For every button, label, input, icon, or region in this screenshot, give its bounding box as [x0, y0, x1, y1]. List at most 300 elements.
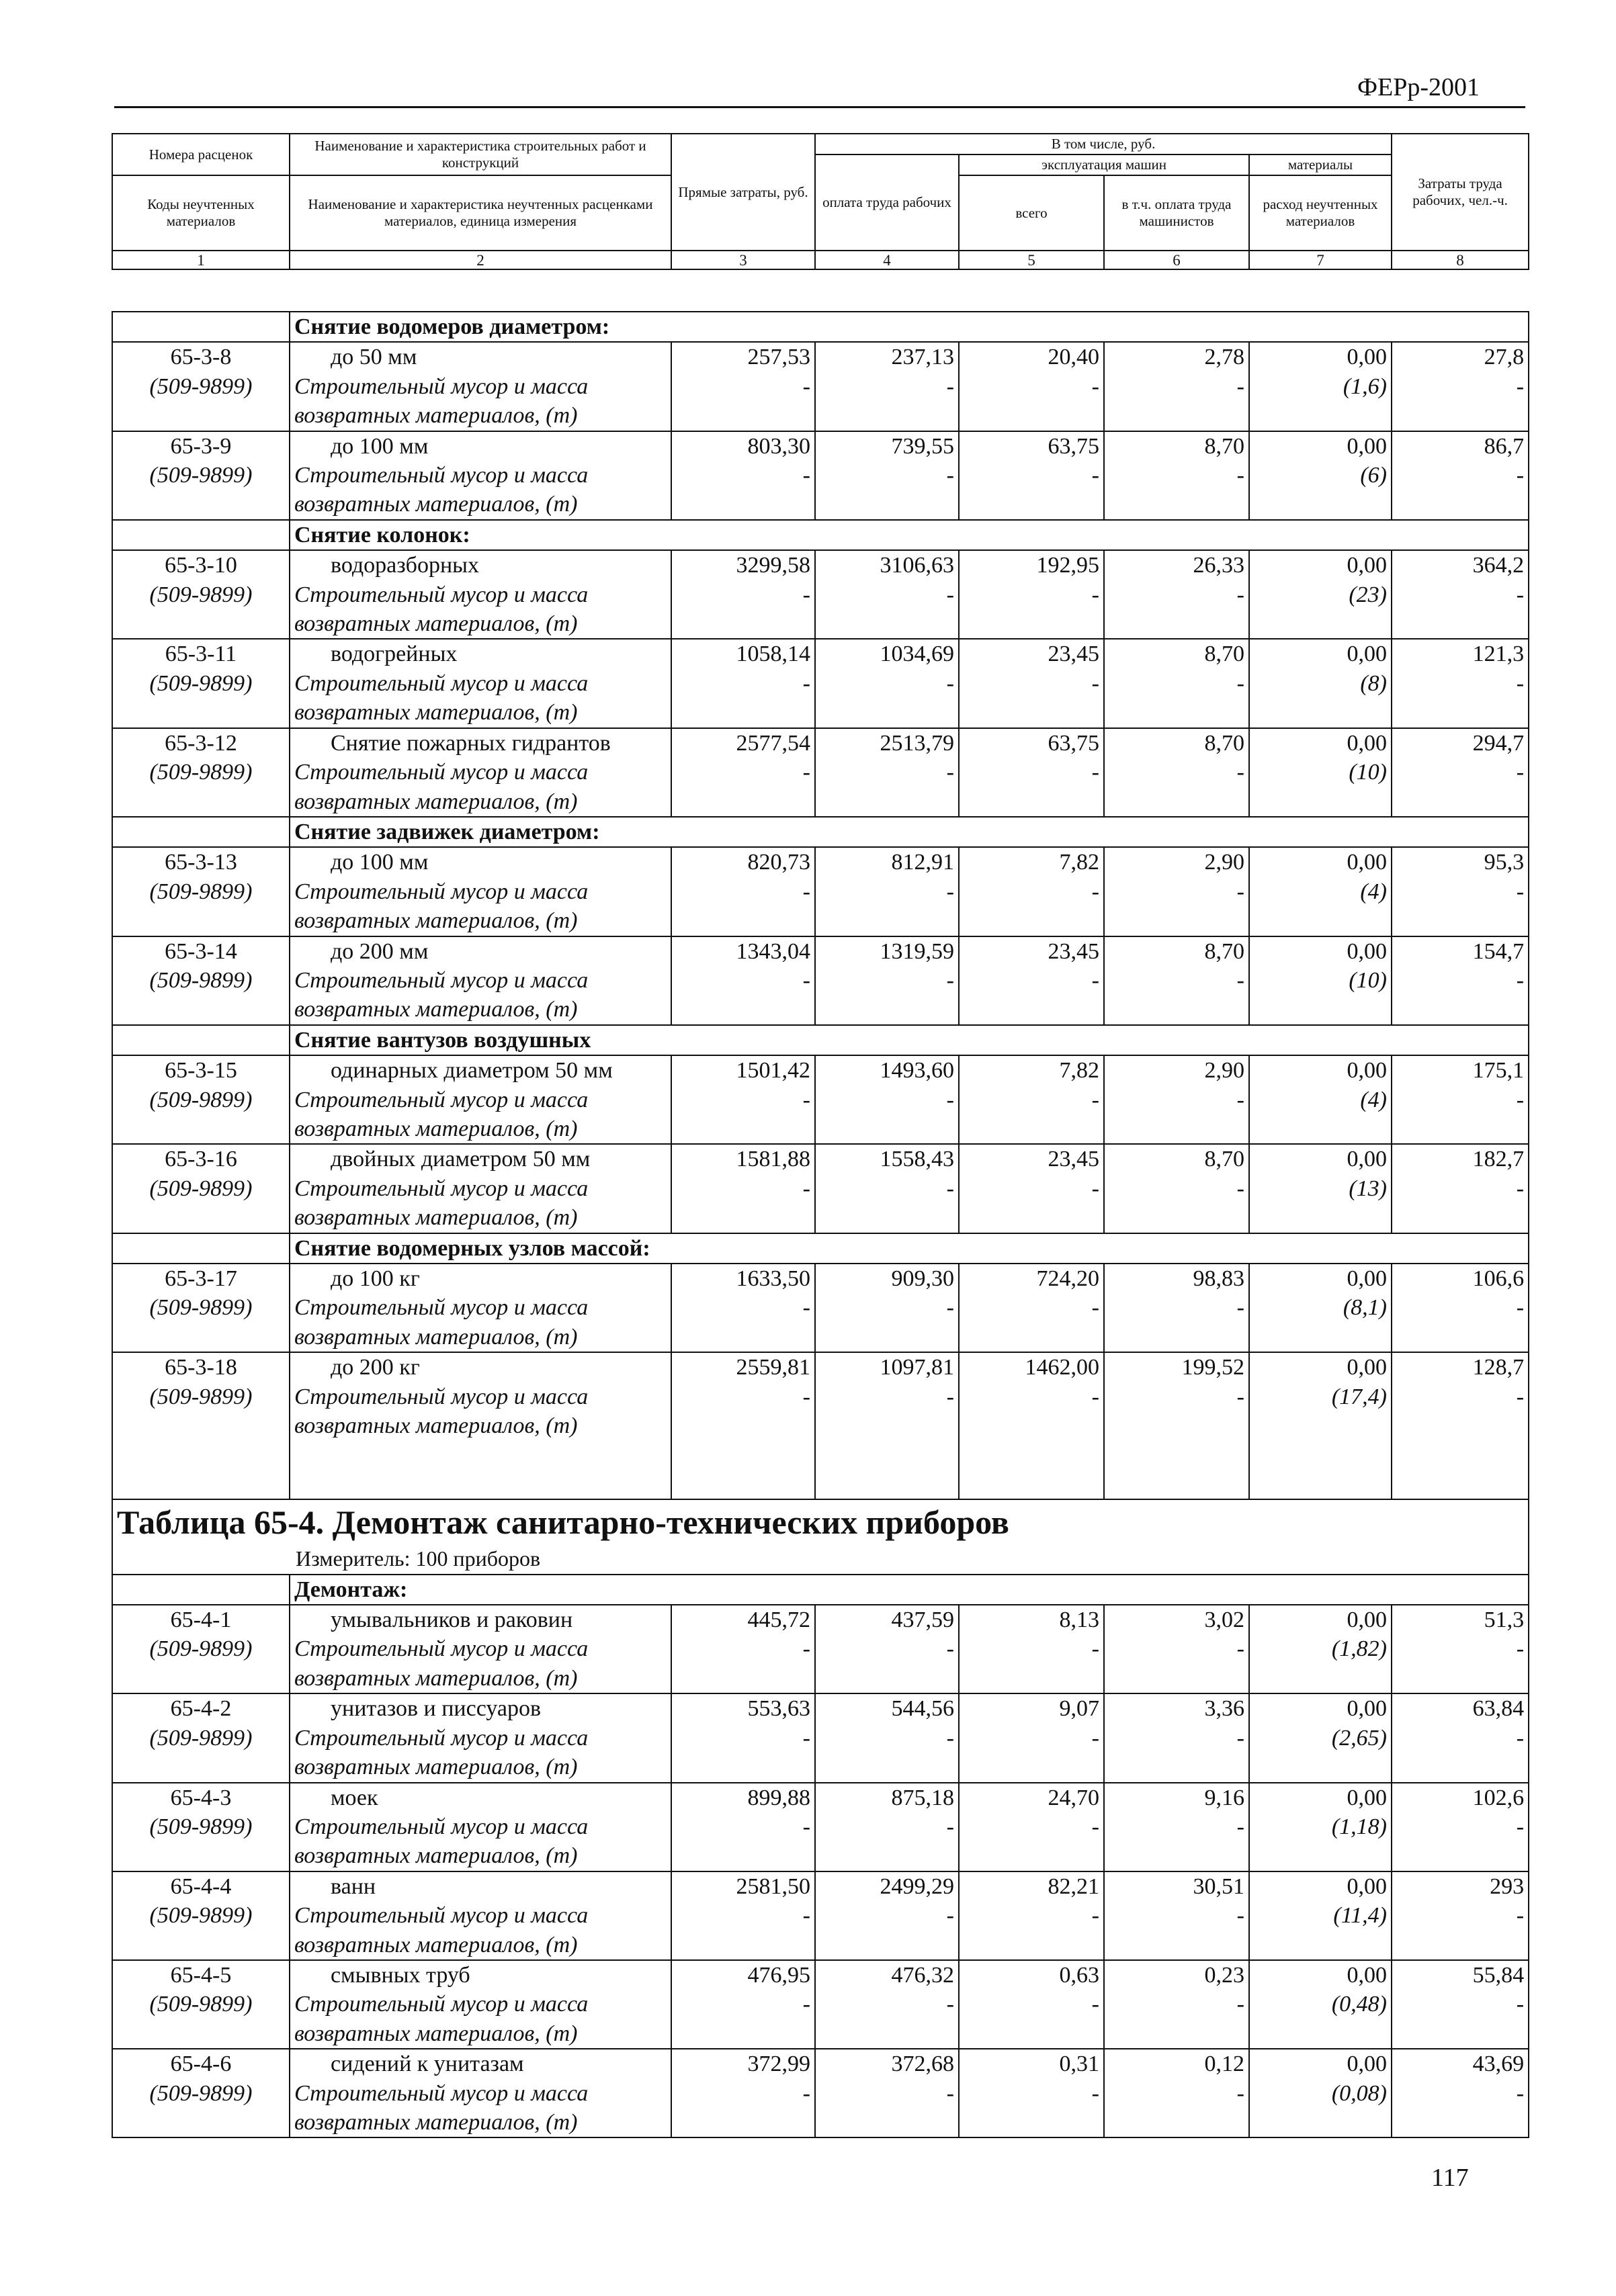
empty-cell — [1104, 2019, 1249, 2049]
dash: - — [959, 877, 1104, 906]
empty-cell — [112, 1664, 290, 1693]
dash: - — [1392, 1086, 1529, 1114]
rate-code: 65-3-8 — [112, 342, 290, 371]
labor-hours: 95,3 — [1392, 847, 1529, 877]
direct-costs: 3299,58 — [671, 550, 815, 580]
table-row — [112, 847, 1529, 877]
empty-cell — [671, 1753, 815, 1782]
work-name: до 200 мм — [290, 936, 671, 966]
section-heading: Снятие задвижек диаметром: — [290, 817, 1529, 847]
material-name-cont: возвратных материалов, (т) — [290, 2108, 671, 2137]
empty-cell — [959, 490, 1104, 519]
materials-cost: 0,00 — [1249, 847, 1392, 877]
machines-total: 192,95 — [959, 550, 1104, 580]
material-name-cont: возвратных материалов, (т) — [290, 698, 671, 727]
material-name-cont: возвратных материалов, (т) — [290, 1753, 671, 1782]
direct-costs: 476,95 — [671, 1960, 815, 1990]
empty-cell — [112, 906, 290, 936]
empty-cell — [1392, 401, 1529, 431]
material-quantity: (10) — [1249, 966, 1392, 995]
direct-costs: 820,73 — [671, 847, 815, 877]
work-name: водогрейных — [290, 639, 671, 668]
empty-cell — [1392, 2108, 1529, 2137]
empty-cell — [959, 2108, 1104, 2137]
table-gap — [112, 1440, 1529, 1469]
dash: - — [959, 372, 1104, 401]
direct-costs: 1058,14 — [671, 639, 815, 668]
empty-cell — [959, 2019, 1104, 2049]
dash: - — [959, 1293, 1104, 1322]
empty-cell — [1249, 1114, 1392, 1144]
materials-cost: 0,00 — [1249, 728, 1392, 758]
empty-cell — [1392, 1323, 1529, 1352]
dash: - — [815, 877, 959, 906]
dash: - — [959, 1382, 1104, 1411]
measure-unit: Измеритель: 100 приборов — [112, 1544, 1529, 1574]
machines-total: 7,82 — [959, 1055, 1104, 1085]
rate-code: 65-3-13 — [112, 847, 290, 877]
price-table-body — [112, 311, 1529, 2138]
empty-cell — [815, 401, 959, 431]
direct-costs: 445,72 — [671, 1605, 815, 1634]
dash: - — [1104, 1724, 1249, 1753]
empty-cell — [815, 995, 959, 1024]
material-name: Строительный мусор и масса — [290, 1901, 671, 1930]
material-name-cont: возвратных материалов, (т) — [290, 1841, 671, 1871]
dash: - — [1392, 372, 1529, 401]
empty-cell — [1249, 1931, 1392, 1960]
machines-total: 7,82 — [959, 847, 1104, 877]
empty-cell — [815, 698, 959, 727]
table-row — [112, 1871, 1529, 1901]
machinists-pay: 8,70 — [1104, 639, 1249, 668]
table-row — [112, 1841, 1529, 1871]
empty-cell — [671, 490, 815, 519]
empty-cell — [112, 490, 290, 519]
materials-cost: 0,00 — [1249, 1352, 1392, 1382]
empty-cell — [959, 1323, 1104, 1352]
material-name: Строительный мусор и масса — [290, 1812, 671, 1841]
table-row — [112, 995, 1529, 1024]
empty-cell — [815, 490, 959, 519]
material-name-cont: возвратных материалов, (т) — [290, 1323, 671, 1352]
machinists-pay: 2,78 — [1104, 342, 1249, 371]
gap-cell — [112, 1440, 290, 1469]
table-row — [112, 580, 1529, 609]
empty-cell — [1392, 995, 1529, 1024]
hdr-direct-costs: Прямые затраты, руб. — [671, 134, 815, 251]
material-code: (509-9899) — [112, 1812, 290, 1841]
materials-cost: 0,00 — [1249, 1055, 1392, 1085]
dash: - — [1392, 877, 1529, 906]
empty-cell — [1392, 1114, 1529, 1144]
labor-pay: 372,68 — [815, 2049, 959, 2078]
table-row — [112, 1411, 1529, 1440]
column-number: 4 — [815, 251, 959, 269]
labor-hours: 106,6 — [1392, 1264, 1529, 1293]
empty-cell — [112, 1575, 290, 1605]
machinists-pay: 98,83 — [1104, 1264, 1249, 1293]
direct-costs: 257,53 — [671, 342, 815, 371]
machines-total: 9,07 — [959, 1693, 1104, 1723]
labor-hours: 86,7 — [1392, 431, 1529, 461]
gap-cell — [1249, 1470, 1392, 1499]
dash: - — [1392, 669, 1529, 698]
material-quantity: (2,65) — [1249, 1724, 1392, 1753]
dash: - — [671, 580, 815, 609]
material-name: Строительный мусор и масса — [290, 1382, 671, 1411]
dash: - — [815, 461, 959, 490]
material-code: (509-9899) — [112, 1086, 290, 1114]
dash: - — [1104, 2079, 1249, 2108]
material-quantity: (6) — [1249, 461, 1392, 490]
dash: - — [959, 1901, 1104, 1930]
direct-costs: 899,88 — [671, 1783, 815, 1812]
gap-cell — [290, 1440, 671, 1469]
materials-cost: 0,00 — [1249, 2049, 1392, 2078]
table-title: Таблица 65-4. Демонтаж санитарно-технических приборов — [112, 1499, 1529, 1544]
table-row — [112, 1634, 1529, 1663]
empty-cell — [1104, 1323, 1249, 1352]
column-number: 1 — [112, 251, 290, 269]
table-row — [112, 2019, 1529, 2049]
dash: - — [671, 1086, 815, 1114]
labor-pay: 237,13 — [815, 342, 959, 371]
empty-cell — [112, 1114, 290, 1144]
empty-cell — [112, 1233, 290, 1264]
dash: - — [671, 1634, 815, 1663]
material-name-cont: возвратных материалов, (т) — [290, 787, 671, 817]
empty-cell — [959, 698, 1104, 727]
dash: - — [815, 1293, 959, 1322]
dash: - — [1104, 372, 1249, 401]
empty-cell — [815, 906, 959, 936]
material-code: (509-9899) — [112, 1901, 290, 1930]
materials-cost: 0,00 — [1249, 1693, 1392, 1723]
dash: - — [1104, 877, 1249, 906]
material-name-cont: возвратных материалов, (т) — [290, 2019, 671, 2049]
dash: - — [959, 1812, 1104, 1841]
work-name: Снятие пожарных гидрантов — [290, 728, 671, 758]
empty-cell — [671, 1931, 815, 1960]
table-row — [112, 1382, 1529, 1411]
table-row — [112, 1960, 1529, 1990]
labor-hours: 27,8 — [1392, 342, 1529, 371]
material-quantity: (4) — [1249, 1086, 1392, 1114]
machinists-pay: 30,51 — [1104, 1871, 1249, 1901]
dash: - — [815, 1086, 959, 1114]
empty-cell — [112, 2019, 290, 2049]
labor-pay: 1493,60 — [815, 1055, 959, 1085]
empty-cell — [1392, 1664, 1529, 1693]
material-quantity: (4) — [1249, 877, 1392, 906]
empty-cell — [959, 401, 1104, 431]
empty-cell — [959, 1753, 1104, 1782]
empty-cell — [112, 1841, 290, 1871]
material-quantity: (11,4) — [1249, 1901, 1392, 1930]
table-row — [112, 2049, 1529, 2078]
dash: - — [671, 1174, 815, 1203]
dash: - — [1392, 1724, 1529, 1753]
gap-cell — [815, 1440, 959, 1469]
table-row — [112, 1114, 1529, 1144]
dash: - — [815, 1901, 959, 1930]
material-code: (509-9899) — [112, 966, 290, 995]
section-heading-row — [112, 312, 1529, 342]
dash: - — [1104, 1812, 1249, 1841]
work-name: до 100 мм — [290, 431, 671, 461]
table-row — [112, 431, 1529, 461]
material-name: Строительный мусор и масса — [290, 580, 671, 609]
direct-costs: 2581,50 — [671, 1871, 815, 1901]
empty-cell — [112, 1411, 290, 1440]
dash: - — [959, 966, 1104, 995]
table-row — [112, 1323, 1529, 1352]
gap-cell — [112, 1470, 290, 1499]
machines-total: 0,31 — [959, 2049, 1104, 2078]
material-name: Строительный мусор и масса — [290, 966, 671, 995]
empty-cell — [1104, 1411, 1249, 1440]
direct-costs: 1501,42 — [671, 1055, 815, 1085]
empty-cell — [815, 1664, 959, 1693]
column-number: 2 — [290, 251, 671, 269]
gap-cell — [1104, 1440, 1249, 1469]
dash: - — [959, 1086, 1104, 1114]
table-row — [112, 1203, 1529, 1233]
material-name: Строительный мусор и масса — [290, 1634, 671, 1663]
empty-cell — [1392, 1411, 1529, 1440]
materials-cost: 0,00 — [1249, 1144, 1392, 1174]
table-row — [112, 1605, 1529, 1634]
empty-cell — [1249, 1203, 1392, 1233]
empty-cell — [959, 1664, 1104, 1693]
dash: - — [1392, 758, 1529, 787]
work-name: сидений к унитазам — [290, 2049, 671, 2078]
table-row — [112, 1664, 1529, 1693]
labor-hours: 55,84 — [1392, 1960, 1529, 1990]
empty-cell — [1104, 1664, 1249, 1693]
labor-pay: 1319,59 — [815, 936, 959, 966]
materials-cost: 0,00 — [1249, 1871, 1392, 1901]
table-row — [112, 401, 1529, 431]
gap-cell — [1249, 1440, 1392, 1469]
empty-cell — [671, 401, 815, 431]
material-quantity: (1,6) — [1249, 372, 1392, 401]
dash: - — [959, 461, 1104, 490]
empty-cell — [815, 1114, 959, 1144]
section-heading: Снятие вантузов воздушных — [290, 1025, 1529, 1055]
material-code: (509-9899) — [112, 1724, 290, 1753]
machinists-pay: 3,36 — [1104, 1693, 1249, 1723]
empty-cell — [1104, 1753, 1249, 1782]
gap-cell — [959, 1440, 1104, 1469]
empty-cell — [112, 1323, 290, 1352]
column-number: 5 — [959, 251, 1104, 269]
empty-cell — [1249, 1664, 1392, 1693]
material-name-cont: возвратных материалов, (т) — [290, 1931, 671, 1960]
labor-hours: 175,1 — [1392, 1055, 1529, 1085]
dash: - — [959, 1634, 1104, 1663]
empty-cell — [1104, 906, 1249, 936]
hdr-material-usage: расход неучтенных материалов — [1249, 175, 1392, 251]
machinists-pay: 8,70 — [1104, 728, 1249, 758]
hdr-machines: эксплуатация машин — [959, 154, 1249, 175]
labor-pay: 1097,81 — [815, 1352, 959, 1382]
dash: - — [1392, 461, 1529, 490]
table-row — [112, 2079, 1529, 2108]
labor-hours: 154,7 — [1392, 936, 1529, 966]
table-row — [112, 1352, 1529, 1382]
empty-cell — [1249, 401, 1392, 431]
labor-pay: 476,32 — [815, 1960, 959, 1990]
rate-code: 65-4-3 — [112, 1783, 290, 1812]
empty-cell — [671, 1203, 815, 1233]
material-name: Строительный мусор и масса — [290, 1724, 671, 1753]
column-number: 6 — [1104, 251, 1249, 269]
dash: - — [1392, 2079, 1529, 2108]
labor-pay: 812,91 — [815, 847, 959, 877]
material-code: (509-9899) — [112, 580, 290, 609]
labor-hours: 102,6 — [1392, 1783, 1529, 1812]
dash: - — [671, 1990, 815, 2019]
rate-code: 65-3-9 — [112, 431, 290, 461]
dash: - — [1104, 1634, 1249, 1663]
table-row — [112, 2108, 1529, 2137]
machinists-pay: 2,90 — [1104, 1055, 1249, 1085]
labor-hours: 63,84 — [1392, 1693, 1529, 1723]
empty-cell — [1104, 2108, 1249, 2137]
machines-total: 0,63 — [959, 1960, 1104, 1990]
direct-costs: 1633,50 — [671, 1264, 815, 1293]
dash: - — [1104, 1174, 1249, 1203]
dash: - — [1392, 966, 1529, 995]
rate-code: 65-3-17 — [112, 1264, 290, 1293]
machines-total: 23,45 — [959, 936, 1104, 966]
measure-row — [112, 1544, 1529, 1574]
table-row — [112, 1144, 1529, 1174]
material-name: Строительный мусор и масса — [290, 372, 671, 401]
work-name: ванн — [290, 1871, 671, 1901]
page-number: 117 — [1431, 2164, 1469, 2192]
dash: - — [1104, 758, 1249, 787]
dash: - — [959, 2079, 1104, 2108]
empty-cell — [112, 312, 290, 342]
empty-cell — [815, 787, 959, 817]
hdr-materials: материалы — [1249, 154, 1392, 175]
gap-cell — [1392, 1470, 1529, 1499]
material-code: (509-9899) — [112, 1990, 290, 2019]
dash: - — [815, 580, 959, 609]
dash: - — [815, 1382, 959, 1411]
machinists-pay: 8,70 — [1104, 936, 1249, 966]
materials-cost: 0,00 — [1249, 1605, 1392, 1634]
labor-hours: 294,7 — [1392, 728, 1529, 758]
empty-cell — [112, 817, 290, 847]
column-number: 3 — [671, 251, 815, 269]
empty-cell — [1104, 1841, 1249, 1871]
material-quantity: (1,18) — [1249, 1812, 1392, 1841]
machinists-pay: 26,33 — [1104, 550, 1249, 580]
material-name-cont: возвратных материалов, (т) — [290, 609, 671, 639]
material-name: Строительный мусор и масса — [290, 758, 671, 787]
table-row — [112, 936, 1529, 966]
hdr-material-name: Наименование и характеристика неучтенных расценками материалов, единица измерения — [290, 175, 671, 251]
section-heading: Демонтаж: — [290, 1575, 1529, 1605]
dash: - — [1392, 1901, 1529, 1930]
dash: - — [671, 1382, 815, 1411]
empty-cell — [671, 2108, 815, 2137]
dash: - — [1392, 1174, 1529, 1203]
empty-cell — [1392, 1841, 1529, 1871]
table-row — [112, 1724, 1529, 1753]
empty-cell — [815, 1841, 959, 1871]
material-name: Строительный мусор и масса — [290, 1174, 671, 1203]
empty-cell — [959, 995, 1104, 1024]
material-name-cont: возвратных материалов, (т) — [290, 1203, 671, 1233]
labor-hours: 182,7 — [1392, 1144, 1529, 1174]
empty-cell — [1392, 1203, 1529, 1233]
materials-cost: 0,00 — [1249, 1783, 1392, 1812]
labor-hours: 293 — [1392, 1871, 1529, 1901]
material-quantity: (8) — [1249, 669, 1392, 698]
hdr-codes: Номера расценок — [112, 134, 290, 175]
empty-cell — [815, 1411, 959, 1440]
gap-cell — [959, 1470, 1104, 1499]
labor-hours: 121,3 — [1392, 639, 1529, 668]
empty-cell — [1104, 787, 1249, 817]
dash: - — [671, 461, 815, 490]
dash: - — [1392, 1293, 1529, 1322]
material-name-cont: возвратных материалов, (т) — [290, 401, 671, 431]
section-heading: Снятие водомеров диаметром: — [290, 312, 1529, 342]
material-name: Строительный мусор и масса — [290, 669, 671, 698]
table-row — [112, 758, 1529, 787]
hdr-material-codes: Коды неучтенных материалов — [112, 175, 290, 251]
machines-total: 23,45 — [959, 1144, 1104, 1174]
material-quantity: (8,1) — [1249, 1293, 1392, 1322]
empty-cell — [959, 609, 1104, 639]
materials-cost: 0,00 — [1249, 342, 1392, 371]
machines-total: 23,45 — [959, 639, 1104, 668]
empty-cell — [671, 906, 815, 936]
material-code: (509-9899) — [112, 669, 290, 698]
header-rule — [114, 106, 1525, 108]
rate-code: 65-4-4 — [112, 1871, 290, 1901]
empty-cell — [1249, 1841, 1392, 1871]
rate-code: 65-4-5 — [112, 1960, 290, 1990]
empty-cell — [112, 698, 290, 727]
empty-cell — [1249, 1323, 1392, 1352]
material-code: (509-9899) — [112, 1382, 290, 1411]
direct-costs: 803,30 — [671, 431, 815, 461]
labor-pay: 875,18 — [815, 1783, 959, 1812]
empty-cell — [959, 1114, 1104, 1144]
dash: - — [671, 2079, 815, 2108]
section-heading-row — [112, 1575, 1529, 1605]
empty-cell — [815, 2019, 959, 2049]
dash: - — [1104, 461, 1249, 490]
dash: - — [671, 1901, 815, 1930]
table-row — [112, 1812, 1529, 1841]
hdr-name: Наименование и характеристика строительных работ и конструкций — [290, 134, 671, 175]
empty-cell — [1104, 995, 1249, 1024]
empty-cell — [671, 995, 815, 1024]
empty-cell — [1392, 698, 1529, 727]
work-name: моек — [290, 1783, 671, 1812]
section-heading-row — [112, 817, 1529, 847]
empty-cell — [671, 1323, 815, 1352]
table-row — [112, 1086, 1529, 1114]
